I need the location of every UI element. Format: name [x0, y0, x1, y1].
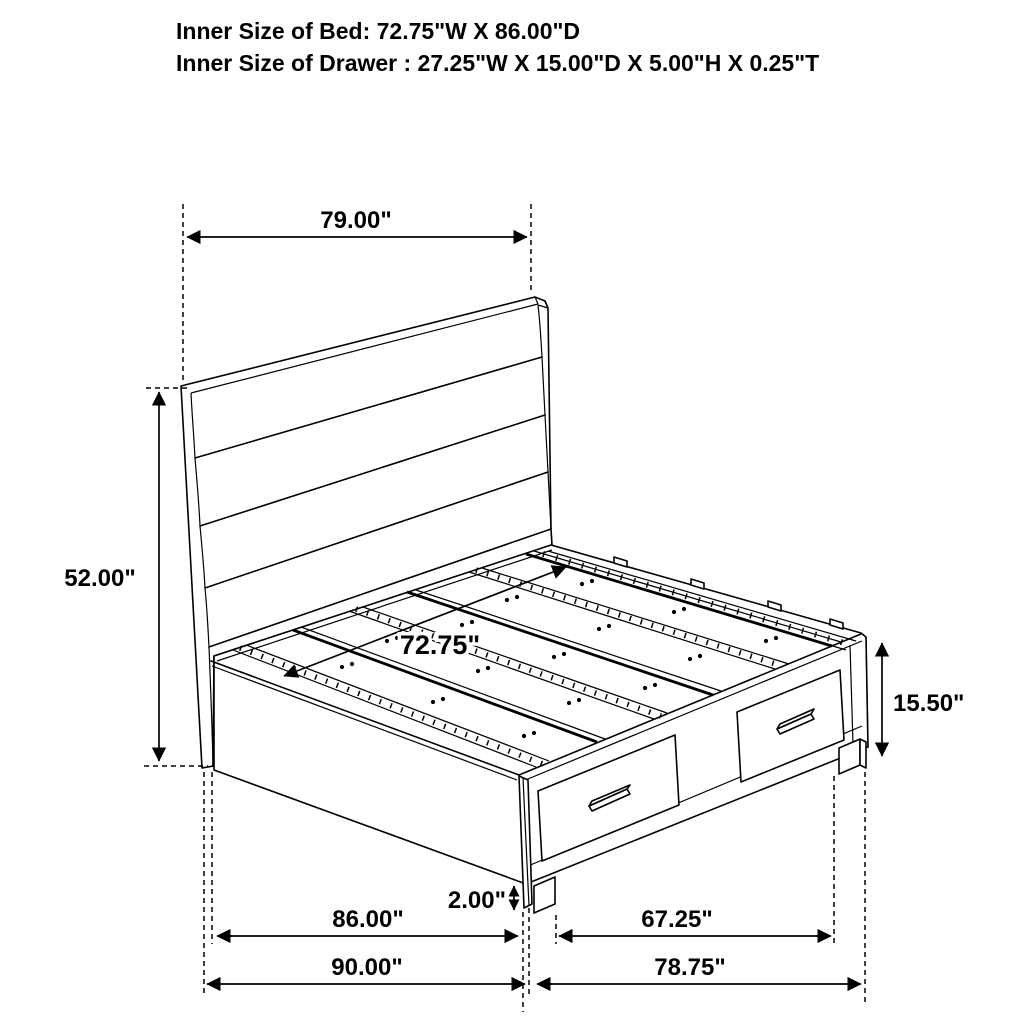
dim-side-rail-length [537, 954, 861, 984]
dim-label-footboard-height: 15.50" [893, 690, 965, 717]
dim-label-footboard-inner-width: 67.25" [641, 906, 713, 933]
dim-footboard-height [882, 643, 964, 756]
dim-label-side-rail-length: 78.75" [654, 954, 726, 981]
header-drawer-size: Inner Size of Drawer : 27.25"W X 15.00"D X 5.00"H X 0.25"T [176, 50, 820, 76]
dim-label-headboard-width: 79.00" [320, 207, 392, 234]
dim-label-ground-clearance: 2.00" [447, 887, 506, 914]
dim-ground-clearance [448, 886, 514, 914]
dim-overall-depth [207, 954, 525, 984]
dim-label-inner-depth: 86.00" [332, 906, 404, 933]
header-notes [176, 18, 819, 76]
dim-label-slat-inner-width: 72.75" [399, 630, 481, 660]
center-left-leg [534, 877, 555, 913]
dim-label-headboard-height: 52.00" [64, 565, 136, 592]
dim-footboard-inner-width [559, 906, 831, 936]
header-bed-size: Inner Size of Bed: 72.75"W X 86.00"D [176, 18, 580, 44]
dim-label-overall-depth: 90.00" [331, 954, 403, 981]
